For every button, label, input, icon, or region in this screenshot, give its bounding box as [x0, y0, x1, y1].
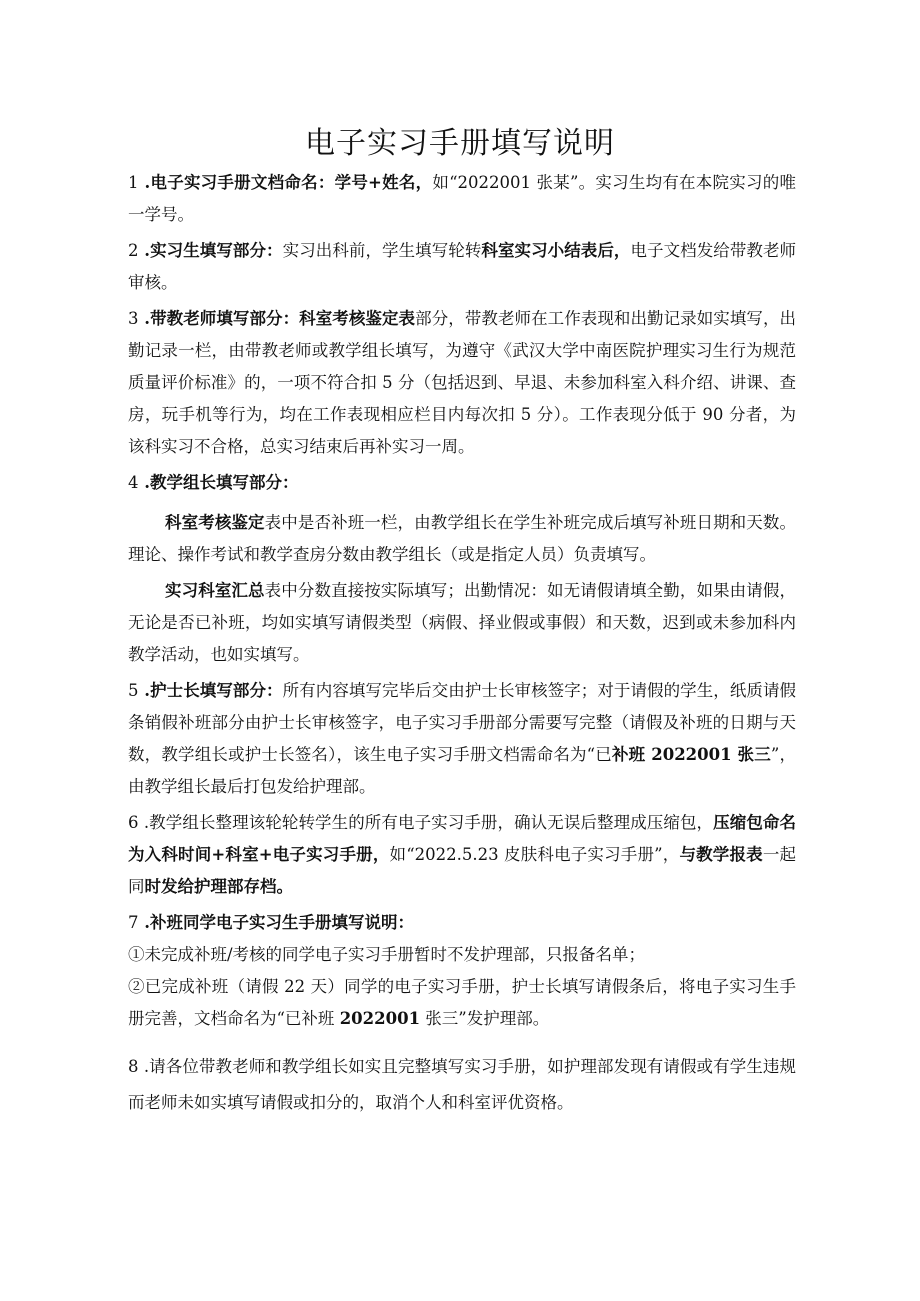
item-2-heading: .实习生填写部分： — [138, 241, 283, 260]
item-7-sub-2-emphasis: 2022001 — [339, 1009, 421, 1028]
item-5-text: 所有内容填写完毕后交由护士长审核签字；对于请假的学生，纸质请假条销假补班部分由护士长审核签字，电子实习手册部分需要写完整（请假及补班的日期与天数，教学组长或护士长签名），该生电子实习手册文档需命名为“已 — [128, 681, 796, 764]
item-1 — [128, 167, 796, 231]
item-7-sub-2-text: ②已完成补班（请假 22 天）同学的电子实习手册，护士长填写请假条后，将电子实习生手册完善，文档命名为“已补班 — [128, 977, 796, 1028]
item-4-paragraph-2 — [128, 575, 796, 671]
item-7-number: 7 — [128, 913, 139, 932]
item-7-sub-2-text-end: 张三”发护理部。 — [420, 1009, 550, 1028]
item-5 — [128, 675, 796, 803]
item-6-text-2: 如“2022.5.23 皮肤科电子实习手册”， — [389, 845, 680, 864]
item-5-number: 5 — [128, 681, 139, 700]
item-6-text-3: 一起同 — [128, 845, 797, 896]
item-4-p1-text: 表中是否补班一栏，由教学组长在学生补班完成后填写补班日期和天数。理论、操作考试和教学查房分数由教学组长（或是指定人员）负责填写。 — [128, 513, 797, 564]
item-4-number: 4 — [128, 473, 139, 492]
item-7-sub-1: ①未完成补班/考核的同学电子实习手册暂时不发护理部，只报备名单； — [128, 945, 646, 964]
item-8 — [128, 1049, 796, 1121]
item-5-text-end: ”，由教学组长最后打包发给护理部。 — [128, 745, 797, 796]
item-5-heading: .护士长填写部分： — [138, 681, 283, 700]
item-6-number: 6 — [128, 813, 139, 832]
item-8-number: 8 — [128, 1057, 139, 1076]
item-3-heading: .带教老师填写部分：科室考核鉴定表 — [138, 309, 416, 328]
item-7 — [128, 907, 796, 939]
item-4-p1-emphasis: 科室考核鉴定 — [165, 513, 265, 532]
document-body — [128, 167, 796, 1121]
item-1-number: 1 — [128, 173, 139, 192]
item-3 — [128, 303, 796, 463]
item-2-text: 实习出科前，学生填写轮转 — [282, 241, 482, 260]
item-6-emphasis-3: 时发给护理部存档。 — [144, 877, 293, 896]
item-4-paragraph-1 — [128, 507, 796, 571]
item-2-text-end: 电子文档发给带教老师审核。 — [128, 241, 796, 292]
item-2-number: 2 — [128, 241, 139, 260]
item-2-emphasis: 科室实习小结表后， — [481, 241, 631, 260]
item-8-text: .请各位带教老师和教学组长如实且完整填写实习手册，如护理部发现有请假或有学生违规而老师未如实填写请假或扣分的，取消个人和科室评优资格。 — [128, 1057, 796, 1112]
item-6-text: .教学组长整理该轮轮转学生的所有电子实习手册，确认无误后整理成压缩包， — [138, 813, 714, 832]
item-7-heading: .补班同学电子实习生手册填写说明： — [138, 913, 414, 932]
document-title: 电子实习手册填写说明 — [305, 126, 615, 161]
item-6 — [128, 807, 796, 903]
item-3-text: 部分，带教老师在工作表现和出勤记录如实填写，出勤记录一栏，由带教老师或教学组长填写，为遵守《武汉大学中南医院护理实习生行为规范质量评价标准》的，一项不符合扣 5 分（包括迟到、早退、未参加科室入科介绍、讲课、查房，玩手机等行为，均在工作表现相应栏目内每次扣 5 分）。工作表现分低于 90 分者，为该科实习不合格，总实习结束后再补实习一周。 — [128, 309, 796, 456]
item-6-emphasis-2: 与教学报表 — [679, 845, 763, 864]
item-4-p2-emphasis: 实习科室汇总 — [165, 581, 265, 600]
item-4 — [128, 467, 796, 499]
item-2 — [128, 235, 796, 299]
item-1-heading: .电子实习手册文档命名：学号+姓名， — [138, 173, 433, 192]
item-7-sub-2 — [128, 971, 796, 1035]
item-4-p2-text: 表中分数直接按实际填写；出勤情况：如无请假请填全勤，如果由请假，无论是否已补班，均如实填写请假类型（病假、择业假或事假）和天数，迟到或未参加科内教学活动，也如实填写。 — [128, 581, 797, 664]
item-4-heading: .教学组长填写部分： — [138, 473, 299, 492]
item-6-emphasis-1: 压缩包命名为入科时间+科室+电子实习手册， — [128, 813, 796, 864]
item-3-number: 3 — [128, 309, 139, 328]
item-5-emphasis: 补班 2022001 张三 — [611, 745, 771, 764]
item-1-text: 如“2022001 张某”。实习生均有在本院实习的唯一学号。 — [128, 173, 796, 224]
